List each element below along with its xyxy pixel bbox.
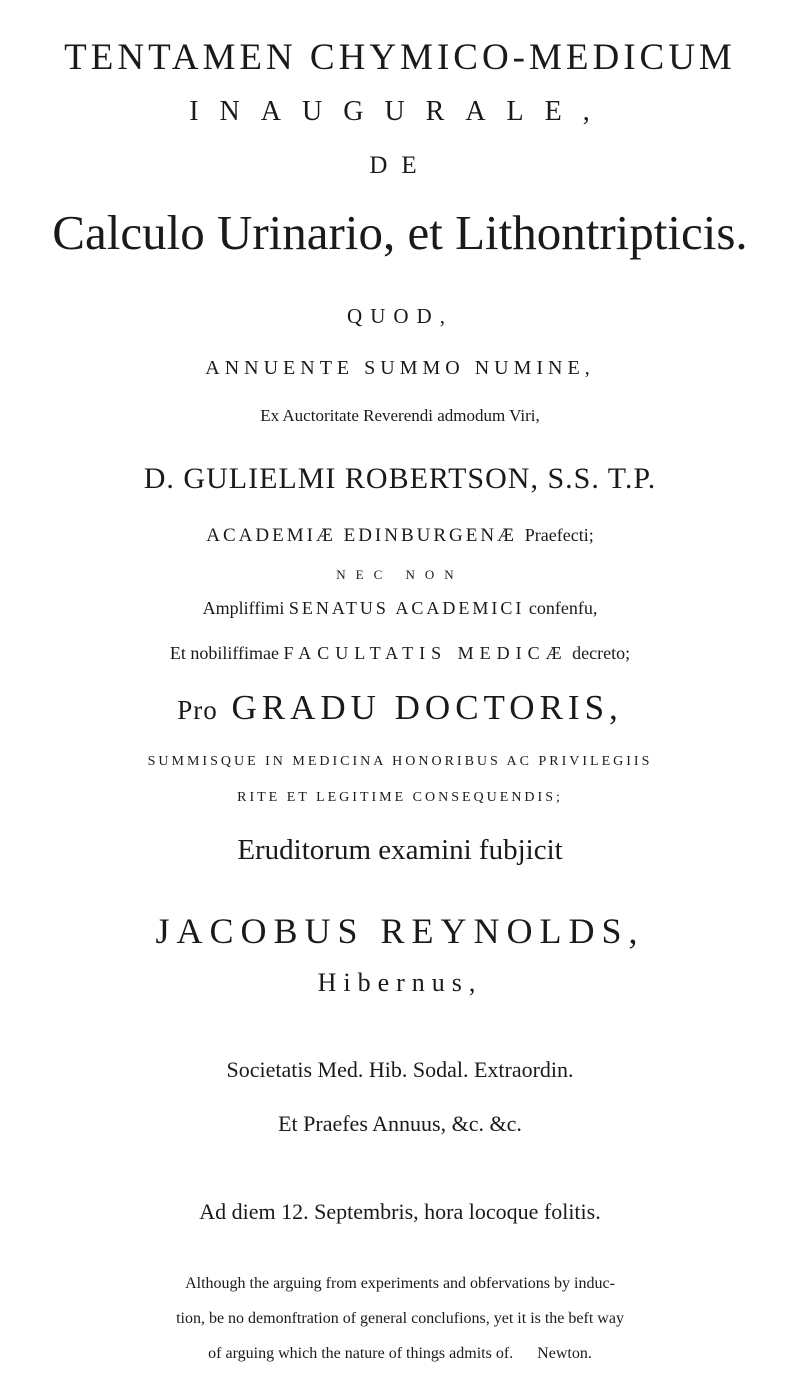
gradu-text: GRADU DOCTORIS, <box>231 688 623 727</box>
author-origin: Hibernus, <box>317 968 483 997</box>
facultatis-post: decreto; <box>572 643 631 663</box>
thesis-title: TENTAMEN CHYMICO-MEDICUM <box>64 37 736 78</box>
facultatis-pre: Et nobiliffimae <box>169 643 280 663</box>
facultatis-text: FACULTATIS MEDICÆ <box>283 643 568 663</box>
praefes-line: Et Praefes Annuus, &c. &c. <box>278 1111 522 1136</box>
annuente-line: ANNUENTE SUMMO NUMINE, <box>205 357 595 379</box>
inaugurale-line: INAUGURALE, <box>189 96 611 127</box>
rite-line: RITE ET LEGITIME CONSEQUENDIS; <box>237 790 563 805</box>
senatus-text: SENATUS ACADEMICI <box>288 598 525 618</box>
quote-attribution: Newton. <box>537 1345 592 1362</box>
necnon-line: NEC NON <box>336 567 464 582</box>
honoribus-line: SUMMISQUE IN MEDICINA HONORIBUS AC PRIVILEGIIS <box>147 754 653 769</box>
quod-line: QUOD, <box>347 304 453 328</box>
praefecti-text: Praefecti; <box>524 525 594 545</box>
quote-text-3: of arguing which the nature of things admits of. <box>208 1345 514 1362</box>
de-line: DE <box>369 152 431 179</box>
quote-line-1: Although the arguing from experiments and obfervations by induc- <box>185 1275 615 1292</box>
quote-line-2: tion, be no demonftration of general conclufions, yet it is the beft way <box>176 1310 624 1327</box>
author-name: JACOBUS REYNOLDS, <box>155 911 645 951</box>
eruditorum-line: Eruditorum examini fubjicit <box>237 834 563 866</box>
quote-line-3 <box>0 1345 800 1363</box>
societatis-line: Societatis Med. Hib. Sodal. Extraordin. <box>226 1057 574 1082</box>
academiae-text: ACADEMIÆ EDINBURGENÆ <box>206 525 517 546</box>
auctoritate-line: Ex Auctoritate Reverendi admodum Viri, <box>260 406 540 425</box>
thesis-subject: Calculo Urinario, et Lithontripticis. <box>52 205 748 260</box>
senatus-pre: Ampliffimi <box>202 598 285 618</box>
academiae-line <box>0 525 800 547</box>
principal-name: D. GULIELMI ROBERTSON, S.S. T.P. <box>143 462 657 495</box>
senatus-post: confenfu, <box>528 598 598 618</box>
degree-line <box>0 688 800 728</box>
date-line: Ad diem 12. Septembris, hora locoque folitis. <box>199 1199 601 1224</box>
senatus-line <box>0 598 800 619</box>
pro-text: Pro <box>177 695 218 725</box>
facultatis-line <box>0 643 800 664</box>
